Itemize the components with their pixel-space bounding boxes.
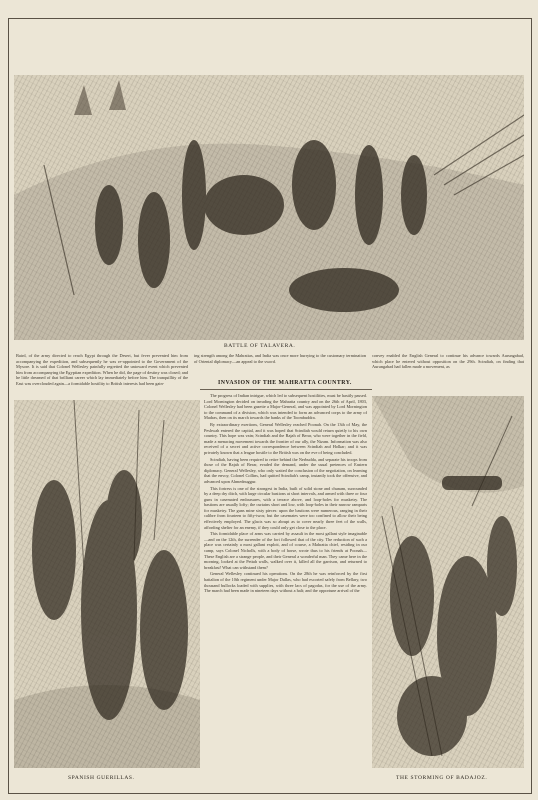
article-paragraph: This formidable place of arms was carried by assault in the most gallant style imaginable—and on the 12th, the surrender of the fort followed that of the city. The reduction of such a place was certainly a most gallant exploit, and of course, a Mahratta chief, residing in our camp, says Colonel Nicholls, with a body of horse, wrote thus to his friends at Poonah—These English are a strange people, and their General a wonderful man. They came here in the morning, looked at the Pettah walls, walked over it, killed all the garrison, and returned to breakfast! What can withstand them? [204,531,367,570]
spanish-guerillas-illustration [14,400,200,768]
article-paragraph: Scindiah, having been required to retire behind the Nerbudda, and separate his troops from those of the Rajah of Berar, evaded the demand, under the usual pretences of Eastern diplomacy. General Wellesley, who only waited the conclusion of the negotiation, on learning that the envoy, Colonel Collins, had quitted Scindiah's camp, instantly took the offensive, and advanced upon Ahmednuggur. [204,456,367,484]
heading-rule [200,389,372,390]
article-paragraph: This fortress is one of the strongest in India, built of solid stone and chunam, surrounded by a deep dry ditch, with large circular bastions at short intervals, and armed with three or four guns in casemated embrasures, with a terrace above, and loop-holes for musketry. The bastions are usually lofty; the curtains short and low, with loop-holes in their narrow ramparts for musketry. The guns mine sixty pieces: upon the bastions were numerous, ranging in their calibre from fourteen to fifty-twos; but the casemates were too confined to allow their being effectively employed. The glacis was so abrupt as to cover nearly three feet of the walls, affording shelter for an enemy, if they could only get close to the place. [204,485,367,530]
battle-of-talavera-illustration [14,75,524,340]
article-paragraph: The progress of Indian intrigue, which led to subsequent hostilities, must be hastily passed. Lord Mornington decided on invading the Mahratta country and on the 26th of April, 1803, Colonel Wellesley had been gazette a Major-General, and was appointed by Lord Mornington to the command of a division, which was intended to form an advanced corps to the army of Madras, then on its march towards the banks of the Toombuddra. [204,393,367,421]
article-top-middle: ing strength among the Mahrattas, and India was once more hurrying to the customary termination of Oriental diplomacy—an appeal to the sword. [194,353,366,364]
article-body [204,393,367,791]
guerillas-drawing [14,400,200,768]
battle-scene-drawing [14,75,524,340]
storming-of-badajoz-illustration [372,396,524,768]
article-top-right: convey enabled the English General to continue his advance towards Aurungabad, which place he entered without opposition on the 29th. Scindiah, on finding that Aurungabad had fallen made a movement, as [372,353,524,370]
caption-talavera: BATTLE OF TALAVERA. [224,343,296,349]
caption-badajoz: THE STORMING OF BADAJOZ. [396,775,488,781]
article-paragraph: By extraordinary exertions, General Wellesley reached Poonah. On the 13th of May, the Peshwah entered the capital, and it was hoped that Scindiah would return quietly to his own country. This hope was vain; Scindiah and the Rajah of Berar, who were together in the field, made a menacing movement towards the frontier of our ally, the Nizam. Information was also received of a secret and active correspondence between Scindiah and Holkar; and it was privately known that a league hostile to the British was on the eve of being concluded. [204,421,367,455]
article-paragraph: General Wellesley continued his operations. On the 28th he was reinforced by the first battalion of the 10th regiment under Major Dallas, who had escorted safely from Bellary, two thousand bullocks loaded with supplies, with three lacs of pagodas, for the use of the army. The march had been made in nineteen days without a halt; and the opportune arrival of the [204,571,367,594]
article-heading: INVASION OF THE MAHRATTA COUNTRY. [218,380,352,386]
article-top-left: Baird, of the army directed to reach Egypt through the Desert, but fever prevented him from accompanying the expedition, and subsequently he was re-appointed to the Government of the Mysore. It is said that Colonel Wellesley painfully regretted the untoward event which prevented him from accompanying the Egyptian expedition. When he did, the page of destiny was closed; and he little dreamed of that brilliant career which lay immediately before him. The tranquillity of the East was overclouded again—a formidable hostility to British interests had been gain- [16,353,188,386]
badajoz-drawing [372,396,524,768]
caption-guerillas: SPANISH GUERILLAS. [68,775,135,781]
